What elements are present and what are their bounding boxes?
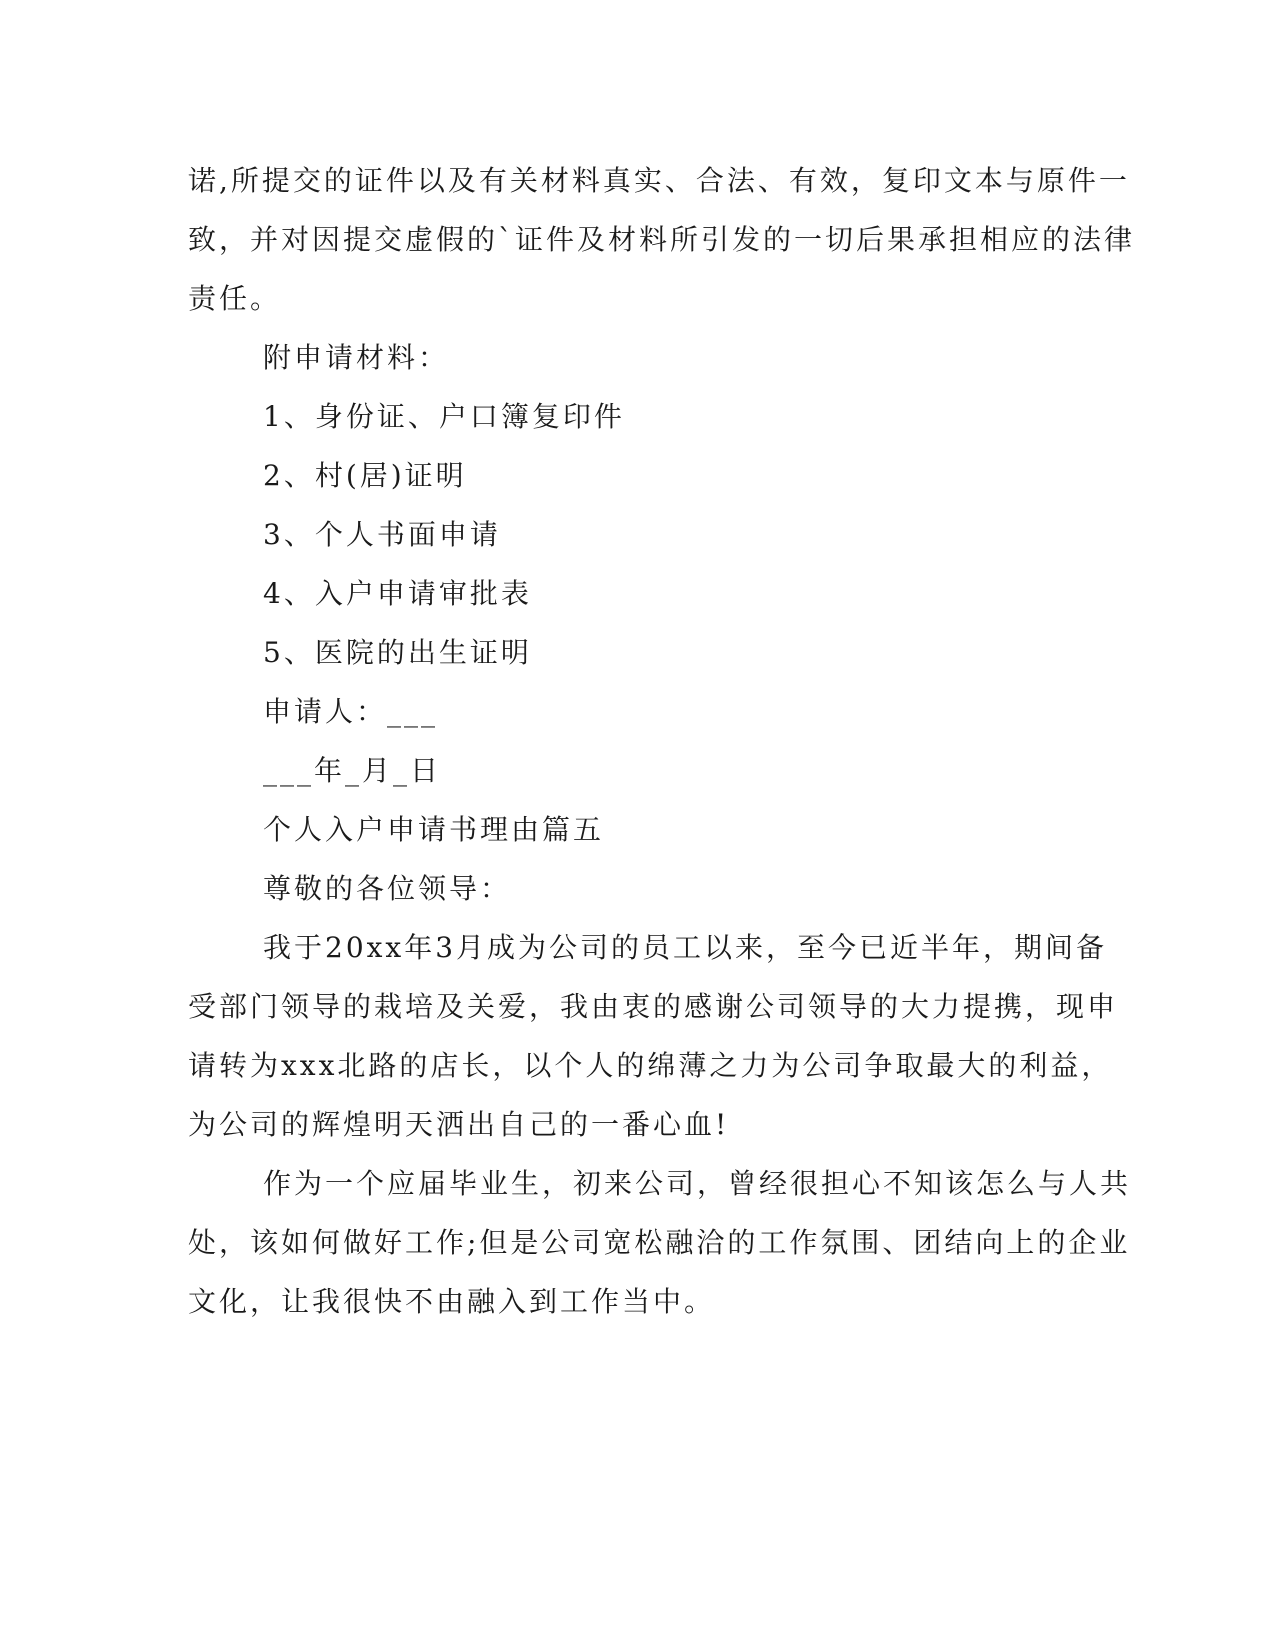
date-line: ___年_月_日 <box>263 754 442 787</box>
applicant-signature-line: 申请人：___ <box>263 695 439 728</box>
section-title: 个人入户申请书理由篇五 <box>263 813 605 846</box>
body-paragraph-1-line-4: 为公司的辉煌明天洒出自己的一番心血! <box>188 1108 730 1141</box>
paragraph-line-commitment-1: 诺,所提交的证件以及有关材料真实、合法、有效，复印文本与原件一 <box>188 164 1130 197</box>
paragraph-line-commitment-2: 致，并对因提交虚假的`证件及材料所引发的一切后果承担相应的法律 <box>188 223 1136 256</box>
attachment-item-1: 1、身份证、户口簿复印件 <box>263 400 625 433</box>
attachment-item-2: 2、村(居)证明 <box>263 459 467 492</box>
body-paragraph-2-line-2: 处，该如何做好工作;但是公司宽松融洽的工作氛围、团结向上的企业 <box>188 1226 1131 1259</box>
attachment-item-4: 4、入户申请审批表 <box>263 577 532 610</box>
body-paragraph-2-line-3: 文化，让我很快不由融入到工作当中。 <box>188 1285 716 1318</box>
body-paragraph-2-line-1: 作为一个应届毕业生，初来公司，曾经很担心不知该怎么与人共 <box>263 1167 1132 1200</box>
salutation: 尊敬的各位领导： <box>263 872 512 905</box>
paragraph-line-commitment-3: 责任。 <box>188 282 282 315</box>
attachments-heading: 附申请材料： <box>263 341 450 374</box>
attachment-item-3: 3、个人书面申请 <box>263 518 501 551</box>
body-paragraph-1-line-2: 受部门领导的栽培及关爱，我由衷的感谢公司领导的大力提携，现申 <box>188 990 1119 1023</box>
attachment-item-5: 5、医院的出生证明 <box>263 636 532 669</box>
body-paragraph-1-line-3: 请转为xxx北路的店长，以个人的绵薄之力为公司争取最大的利益， <box>188 1049 1113 1082</box>
body-paragraph-1-line-1: 我于20xx年3月成为公司的员工以来，至今已近半年，期间备 <box>263 931 1108 964</box>
